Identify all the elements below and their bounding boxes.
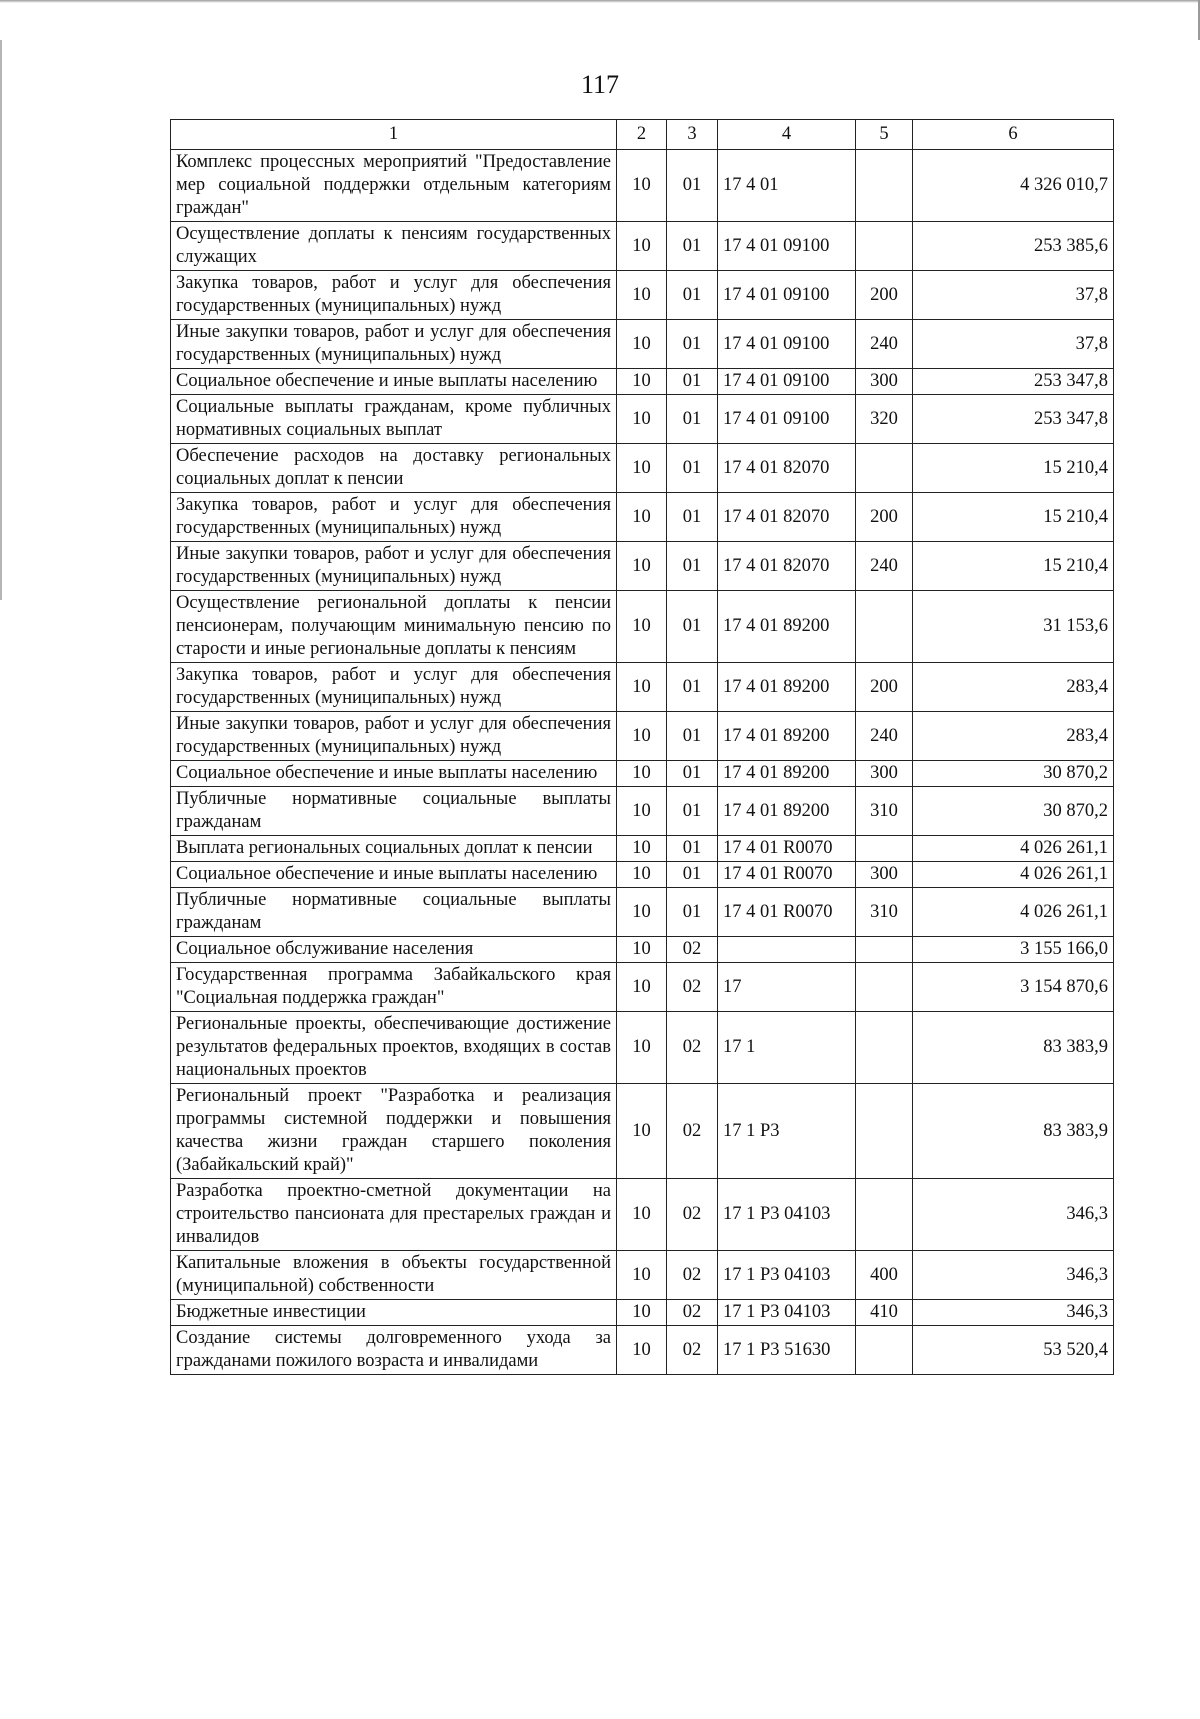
header-cell-amount: 6 [913, 120, 1114, 150]
row-section-cell: 10 [617, 1251, 667, 1300]
row-subsection-cell: 02 [667, 1179, 718, 1251]
row-section-cell: 10 [617, 937, 667, 963]
row-code-cell: 17 4 01 89200 [718, 712, 856, 761]
row-name-cell: Капитальные вложения в объекты государственной (муниципальной) собственности [171, 1251, 617, 1300]
table-row [171, 369, 1114, 395]
row-amount-cell: 3 155 166,0 [913, 937, 1114, 963]
row-code-cell: 17 4 01 82070 [718, 542, 856, 591]
row-code-cell: 17 4 01 R0070 [718, 888, 856, 937]
row-amount-cell: 15 210,4 [913, 493, 1114, 542]
row-amount-cell: 37,8 [913, 271, 1114, 320]
row-name-cell: Разработка проектно-сметной документации на строительство пансионата для престарелых граждан и инвалидов [171, 1179, 617, 1251]
row-name-cell: Закупка товаров, работ и услуг для обеспечения государственных (муниципальных) нужд [171, 271, 617, 320]
row-subsection-cell: 01 [667, 888, 718, 937]
row-subsection-cell: 01 [667, 542, 718, 591]
row-subsection-cell: 02 [667, 937, 718, 963]
row-code-cell: 17 4 01 [718, 150, 856, 222]
row-code-cell: 17 4 01 R0070 [718, 836, 856, 862]
table-row [171, 862, 1114, 888]
header-row [171, 120, 1114, 150]
row-expense-type-cell [856, 591, 913, 663]
row-subsection-cell: 01 [667, 712, 718, 761]
row-expense-type-cell: 200 [856, 663, 913, 712]
row-section-cell: 10 [617, 1012, 667, 1084]
row-section-cell: 10 [617, 320, 667, 369]
row-amount-cell: 83 383,9 [913, 1012, 1114, 1084]
row-name-cell: Социальное обслуживание населения [171, 937, 617, 963]
row-section-cell: 10 [617, 1326, 667, 1375]
row-section-cell: 10 [617, 862, 667, 888]
row-section-cell: 10 [617, 761, 667, 787]
row-name-cell: Публичные нормативные социальные выплаты гражданам [171, 787, 617, 836]
row-code-cell: 17 4 01 89200 [718, 591, 856, 663]
row-code-cell: 17 1 [718, 1012, 856, 1084]
row-subsection-cell: 02 [667, 1012, 718, 1084]
row-expense-type-cell: 200 [856, 271, 913, 320]
row-section-cell: 10 [617, 271, 667, 320]
row-expense-type-cell [856, 150, 913, 222]
row-section-cell: 10 [617, 1179, 667, 1251]
table-row [171, 1300, 1114, 1326]
header-cell-subsection: 3 [667, 120, 718, 150]
row-section-cell: 10 [617, 712, 667, 761]
header-cell-code: 4 [718, 120, 856, 150]
row-subsection-cell: 01 [667, 150, 718, 222]
row-subsection-cell: 02 [667, 1251, 718, 1300]
row-expense-type-cell [856, 937, 913, 963]
row-expense-type-cell [856, 963, 913, 1012]
row-expense-type-cell [856, 1326, 913, 1375]
table-row [171, 271, 1114, 320]
row-subsection-cell: 02 [667, 1084, 718, 1179]
row-expense-type-cell [856, 222, 913, 271]
row-code-cell: 17 4 01 R0070 [718, 862, 856, 888]
row-amount-cell: 37,8 [913, 320, 1114, 369]
row-amount-cell: 283,4 [913, 663, 1114, 712]
table-row [171, 591, 1114, 663]
row-subsection-cell: 01 [667, 320, 718, 369]
table-row [171, 1179, 1114, 1251]
row-name-cell: Комплекс процессных мероприятий "Предоставление мер социальной поддержки отдельным категориям граждан" [171, 150, 617, 222]
row-name-cell: Осуществление региональной доплаты к пенсии пенсионерам, получающим минимальную пенсию по старости и иные региональные доплаты к пенсиям [171, 591, 617, 663]
row-section-cell: 10 [617, 1084, 667, 1179]
row-section-cell: 10 [617, 444, 667, 493]
row-section-cell: 10 [617, 395, 667, 444]
row-amount-cell: 4 026 261,1 [913, 888, 1114, 937]
row-subsection-cell: 01 [667, 862, 718, 888]
row-code-cell: 17 4 01 09100 [718, 271, 856, 320]
table-header [171, 120, 1114, 150]
row-section-cell: 10 [617, 369, 667, 395]
row-amount-cell: 83 383,9 [913, 1084, 1114, 1179]
row-section-cell: 10 [617, 222, 667, 271]
table-row [171, 1084, 1114, 1179]
row-amount-cell: 4 026 261,1 [913, 836, 1114, 862]
row-expense-type-cell: 320 [856, 395, 913, 444]
row-code-cell: 17 4 01 89200 [718, 663, 856, 712]
row-code-cell: 17 1 P3 51630 [718, 1326, 856, 1375]
row-subsection-cell: 02 [667, 1326, 718, 1375]
row-amount-cell: 253 347,8 [913, 395, 1114, 444]
row-name-cell: Социальное обеспечение и иные выплаты населению [171, 862, 617, 888]
row-name-cell: Выплата региональных социальных доплат к пенсии [171, 836, 617, 862]
row-code-cell: 17 4 01 82070 [718, 444, 856, 493]
row-section-cell: 10 [617, 836, 667, 862]
row-subsection-cell: 01 [667, 444, 718, 493]
table-row [171, 542, 1114, 591]
row-code-cell: 17 4 01 09100 [718, 395, 856, 444]
row-amount-cell: 30 870,2 [913, 761, 1114, 787]
row-code-cell: 17 4 01 09100 [718, 222, 856, 271]
row-code-cell: 17 1 P3 04103 [718, 1251, 856, 1300]
row-code-cell: 17 4 01 82070 [718, 493, 856, 542]
row-subsection-cell: 02 [667, 963, 718, 1012]
row-subsection-cell: 01 [667, 271, 718, 320]
table-row [171, 150, 1114, 222]
row-expense-type-cell [856, 1084, 913, 1179]
row-name-cell: Публичные нормативные социальные выплаты гражданам [171, 888, 617, 937]
row-code-cell [718, 937, 856, 963]
table-row [171, 888, 1114, 937]
row-code-cell: 17 [718, 963, 856, 1012]
row-subsection-cell: 01 [667, 663, 718, 712]
row-amount-cell: 253 347,8 [913, 369, 1114, 395]
table-body [171, 150, 1114, 1375]
row-name-cell: Государственная программа Забайкальского края "Социальная поддержка граждан" [171, 963, 617, 1012]
row-name-cell: Иные закупки товаров, работ и услуг для обеспечения государственных (муниципальных) нужд [171, 542, 617, 591]
row-expense-type-cell [856, 1179, 913, 1251]
row-amount-cell: 346,3 [913, 1251, 1114, 1300]
table-row [171, 395, 1114, 444]
table-row [171, 222, 1114, 271]
table-row [171, 444, 1114, 493]
row-section-cell: 10 [617, 663, 667, 712]
row-expense-type-cell: 310 [856, 888, 913, 937]
row-section-cell: 10 [617, 493, 667, 542]
table-row [171, 663, 1114, 712]
row-section-cell: 10 [617, 150, 667, 222]
table-row [171, 937, 1114, 963]
row-expense-type-cell [856, 444, 913, 493]
row-code-cell: 17 4 01 89200 [718, 787, 856, 836]
row-name-cell: Осуществление доплаты к пенсиям государственных служащих [171, 222, 617, 271]
row-subsection-cell: 01 [667, 761, 718, 787]
header-cell-section: 2 [617, 120, 667, 150]
row-name-cell: Закупка товаров, работ и услуг для обеспечения государственных (муниципальных) нужд [171, 493, 617, 542]
row-name-cell: Иные закупки товаров, работ и услуг для обеспечения государственных (муниципальных) нужд [171, 712, 617, 761]
row-name-cell: Социальное обеспечение и иные выплаты населению [171, 761, 617, 787]
row-amount-cell: 15 210,4 [913, 542, 1114, 591]
row-code-cell: 17 1 P3 04103 [718, 1300, 856, 1326]
row-subsection-cell: 01 [667, 369, 718, 395]
row-subsection-cell: 01 [667, 591, 718, 663]
row-expense-type-cell: 410 [856, 1300, 913, 1326]
row-subsection-cell: 01 [667, 836, 718, 862]
row-section-cell: 10 [617, 1300, 667, 1326]
row-expense-type-cell: 400 [856, 1251, 913, 1300]
table-row [171, 320, 1114, 369]
row-subsection-cell: 01 [667, 787, 718, 836]
table-row [171, 1251, 1114, 1300]
row-expense-type-cell [856, 836, 913, 862]
row-code-cell: 17 1 P3 [718, 1084, 856, 1179]
table-row [171, 761, 1114, 787]
row-name-cell: Социальное обеспечение и иные выплаты населению [171, 369, 617, 395]
row-name-cell: Иные закупки товаров, работ и услуг для обеспечения государственных (муниципальных) нужд [171, 320, 617, 369]
row-section-cell: 10 [617, 787, 667, 836]
budget-table [170, 119, 1114, 1375]
row-amount-cell: 15 210,4 [913, 444, 1114, 493]
row-amount-cell: 30 870,2 [913, 787, 1114, 836]
row-expense-type-cell: 310 [856, 787, 913, 836]
page-number: 117 [580, 70, 620, 99]
row-subsection-cell: 01 [667, 395, 718, 444]
row-code-cell: 17 4 01 09100 [718, 369, 856, 395]
row-expense-type-cell: 240 [856, 542, 913, 591]
row-code-cell: 17 4 01 89200 [718, 761, 856, 787]
table-row [171, 1012, 1114, 1084]
row-expense-type-cell: 300 [856, 369, 913, 395]
row-subsection-cell: 01 [667, 493, 718, 542]
row-amount-cell: 53 520,4 [913, 1326, 1114, 1375]
scan-edge-left [0, 40, 2, 600]
scan-edge-top [0, 0, 1200, 3]
row-name-cell: Региональные проекты, обеспечивающие достижение результатов федеральных проектов, входящих в состав национальных проектов [171, 1012, 617, 1084]
row-name-cell: Социальные выплаты гражданам, кроме публичных нормативных социальных выплат [171, 395, 617, 444]
row-expense-type-cell: 300 [856, 761, 913, 787]
header-cell-name: 1 [171, 120, 617, 150]
row-section-cell: 10 [617, 591, 667, 663]
row-name-cell: Обеспечение расходов на доставку региональных социальных доплат к пенсии [171, 444, 617, 493]
row-name-cell: Закупка товаров, работ и услуг для обеспечения государственных (муниципальных) нужд [171, 663, 617, 712]
row-subsection-cell: 02 [667, 1300, 718, 1326]
table-row [171, 836, 1114, 862]
table-row [171, 1326, 1114, 1375]
row-expense-type-cell: 240 [856, 712, 913, 761]
row-section-cell: 10 [617, 542, 667, 591]
row-amount-cell: 4 026 261,1 [913, 862, 1114, 888]
row-subsection-cell: 01 [667, 222, 718, 271]
table-row [171, 963, 1114, 1012]
row-expense-type-cell: 240 [856, 320, 913, 369]
row-amount-cell: 4 326 010,7 [913, 150, 1114, 222]
row-code-cell: 17 4 01 09100 [718, 320, 856, 369]
row-expense-type-cell [856, 1012, 913, 1084]
row-expense-type-cell: 200 [856, 493, 913, 542]
row-amount-cell: 3 154 870,6 [913, 963, 1114, 1012]
row-amount-cell: 31 153,6 [913, 591, 1114, 663]
table-row [171, 787, 1114, 836]
row-amount-cell: 283,4 [913, 712, 1114, 761]
row-section-cell: 10 [617, 963, 667, 1012]
header-cell-expense-type: 5 [856, 120, 913, 150]
row-name-cell: Создание системы долговременного ухода за гражданами пожилого возраста и инвалидами [171, 1326, 617, 1375]
row-code-cell: 17 1 P3 04103 [718, 1179, 856, 1251]
row-section-cell: 10 [617, 888, 667, 937]
row-expense-type-cell: 300 [856, 862, 913, 888]
row-name-cell: Бюджетные инвестиции [171, 1300, 617, 1326]
row-amount-cell: 253 385,6 [913, 222, 1114, 271]
row-amount-cell: 346,3 [913, 1300, 1114, 1326]
table-row [171, 493, 1114, 542]
row-amount-cell: 346,3 [913, 1179, 1114, 1251]
row-name-cell: Региональный проект "Разработка и реализация программы системной поддержки и повышения качества жизни граждан старшего поколения (Забайкальский край)" [171, 1084, 617, 1179]
table-row [171, 712, 1114, 761]
